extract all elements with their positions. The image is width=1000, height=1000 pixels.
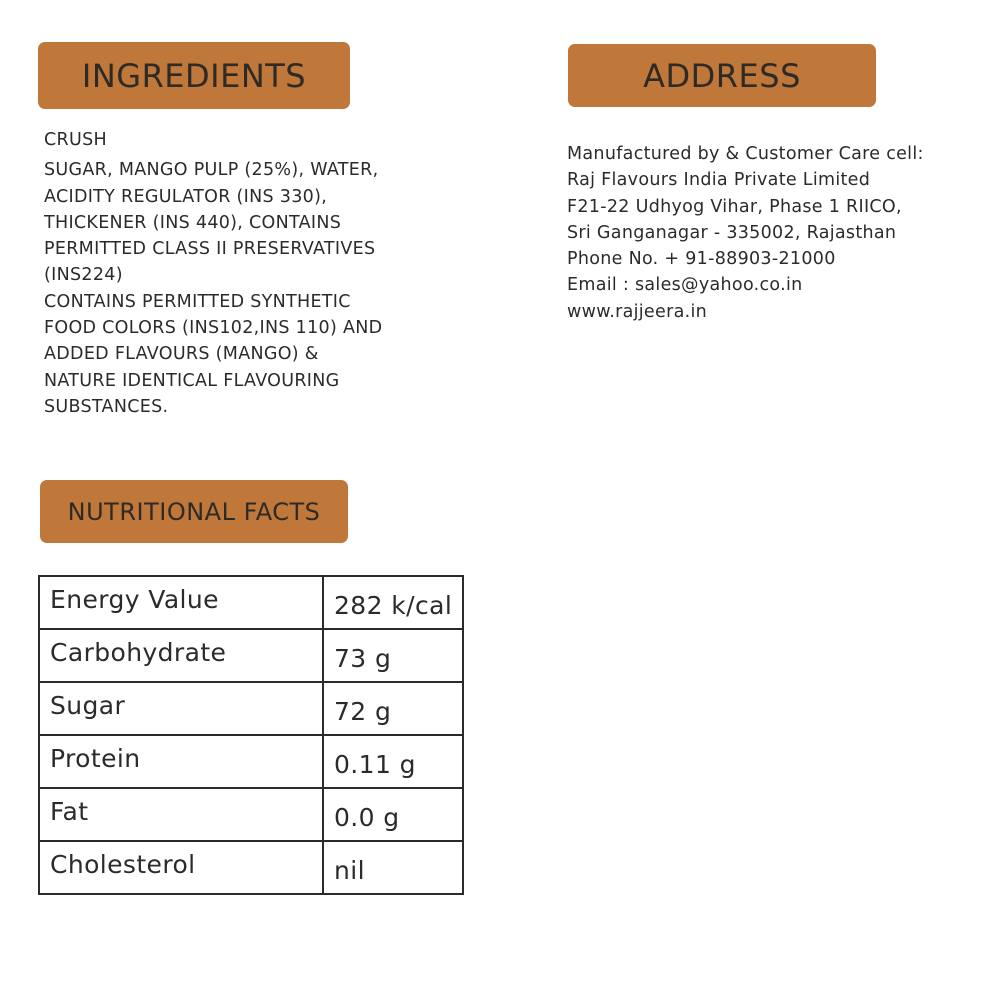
address-line: Sri Ganganagar - 335002, Rajasthan — [567, 222, 897, 243]
address-line: Manufactured by & Customer Care cell: — [567, 144, 924, 164]
ingredients-heading-text: INGREDIENTS — [81, 56, 307, 95]
nutrient-value: 72 g — [323, 682, 463, 735]
table-row — [39, 735, 463, 788]
address-heading-text: ADDRESS — [643, 56, 801, 95]
ingredients-line: SUBSTANCES. — [44, 396, 169, 417]
nutrient-value: 0.11 g — [323, 735, 463, 788]
nutrient-value: 282 k/cal — [323, 576, 463, 629]
nutrient-value: nil — [323, 841, 463, 894]
table-row — [39, 841, 463, 894]
nutrient-name: Fat — [39, 788, 323, 841]
ingredients-line: SUGAR, MANGO PULP (25%), WATER, — [44, 160, 379, 181]
address-text — [567, 141, 987, 325]
nutrition-heading — [40, 480, 348, 543]
nutrient-name: Energy Value — [39, 576, 323, 629]
nutrient-value: 73 g — [323, 629, 463, 682]
nutrient-name: Protein — [39, 735, 323, 788]
ingredients-text — [44, 127, 464, 420]
nutrition-heading-text: NUTRITIONAL FACTS — [67, 497, 321, 526]
address-line: Raj Flavours India Private Limited — [567, 170, 871, 191]
table-row — [39, 629, 463, 682]
email-line: Email : sales@yahoo.co.in — [567, 275, 803, 296]
nutrient-name: Cholesterol — [39, 841, 323, 894]
ingredients-line: THICKENER (INS 440), CONTAINS — [44, 212, 342, 233]
ingredients-line: (INS224) — [44, 265, 123, 286]
ingredients-line: CONTAINS PERMITTED SYNTHETIC — [44, 291, 351, 312]
table-row — [39, 576, 463, 629]
ingredients-line: FOOD COLORS (INS102,INS 110) AND — [44, 318, 383, 339]
table-row — [39, 788, 463, 841]
nutrient-name: Sugar — [39, 682, 323, 735]
address-heading — [568, 44, 876, 107]
phone-line: Phone No. + 91-88903-21000 — [567, 249, 836, 270]
address-line: F21-22 Udhyog Vihar, Phase 1 RIICO, — [567, 196, 902, 217]
table-row — [39, 682, 463, 735]
ingredients-line: CRUSH — [44, 130, 107, 150]
nutrient-value: 0.0 g — [323, 788, 463, 841]
ingredients-heading — [38, 42, 350, 109]
nutrient-name: Carbohydrate — [39, 629, 323, 682]
nutrition-table — [38, 575, 464, 895]
ingredients-line: NATURE IDENTICAL FLAVOURING — [44, 370, 340, 391]
ingredients-line: ADDED FLAVOURS (MANGO) & — [44, 344, 319, 365]
ingredients-line: ACIDITY REGULATOR (INS 330), — [44, 186, 328, 207]
ingredients-line: PERMITTED CLASS II PRESERVATIVES — [44, 239, 376, 260]
website-line: www.rajjeera.in — [567, 301, 708, 322]
